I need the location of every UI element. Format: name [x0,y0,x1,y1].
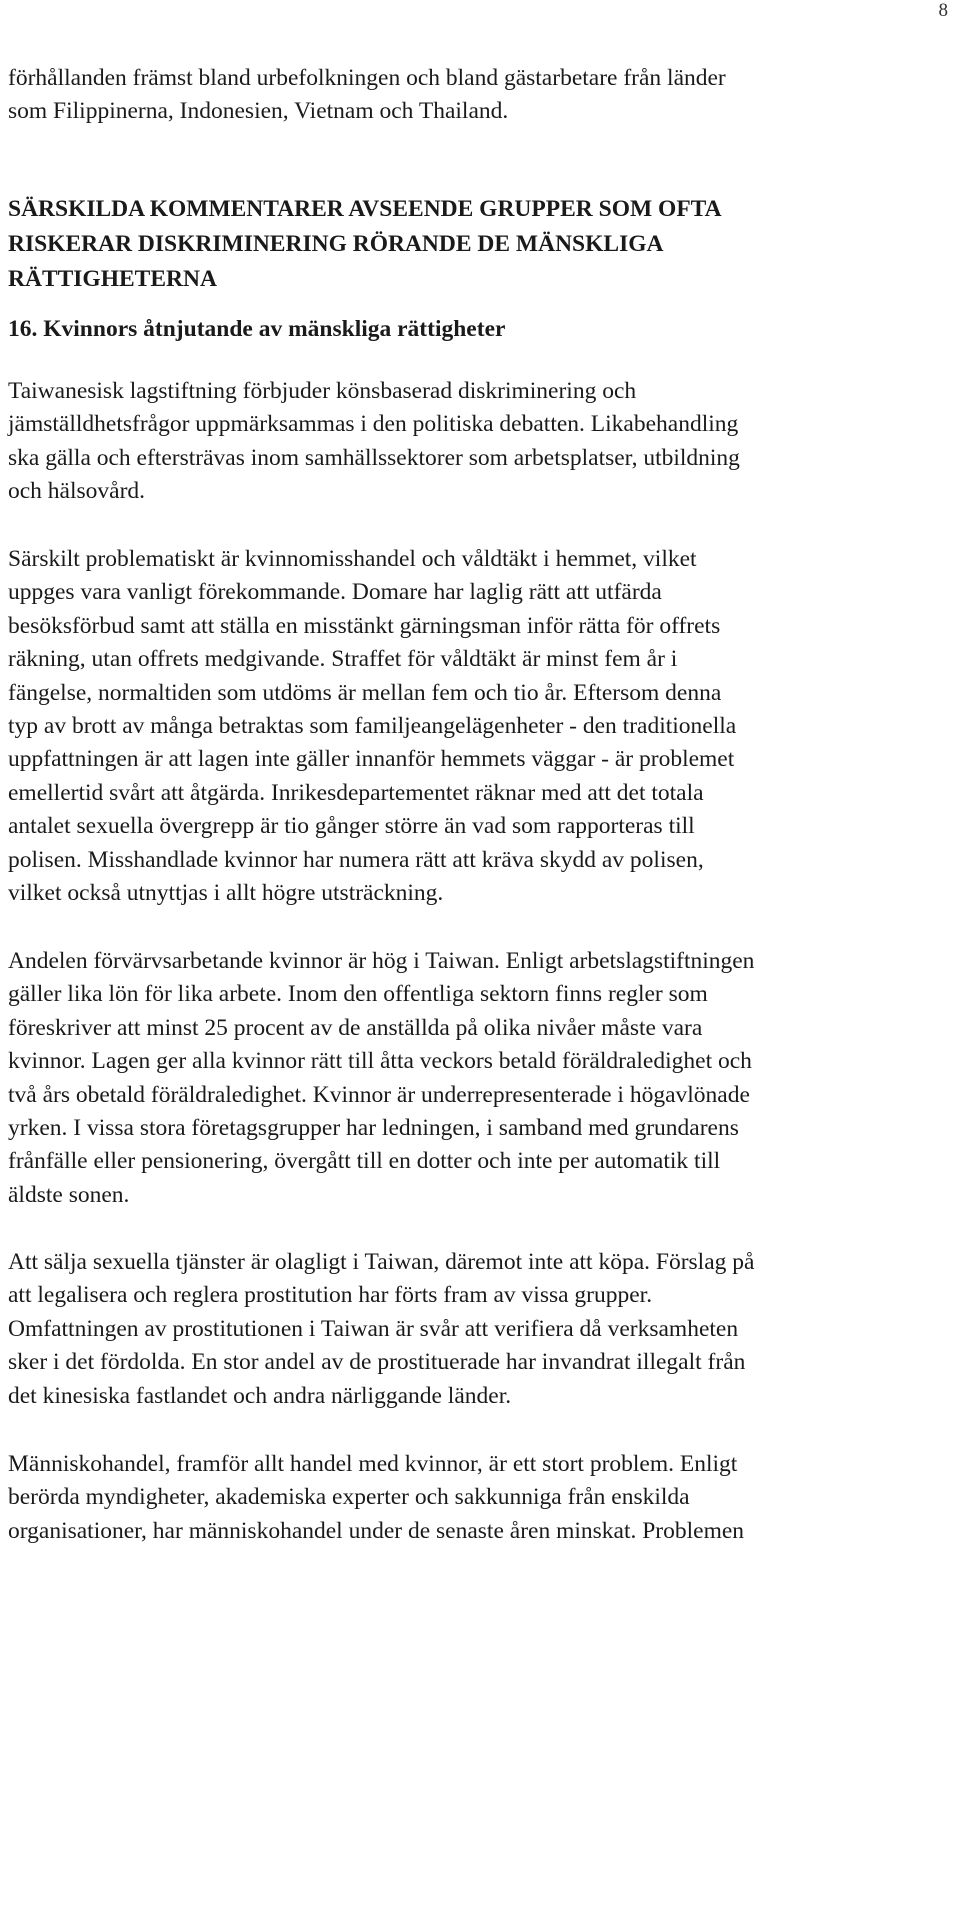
text-line: kvinnor. Lagen ger alla kvinnor rätt till åtta veckors betald föräldraledighet och [8,1048,752,1075]
text-line: antalet sexuella övergrepp är tio gånger större än vad som rapporteras till [8,813,695,840]
text-line: förhållanden främst bland urbefolkningen och bland gästarbetare från länder [8,65,726,91]
text-line: vilket också utnyttjas i allt högre utsträckning. [8,879,444,906]
text-line: det kinesiska fastlandet och andra närliggande länder. [8,1382,512,1409]
heading-line: RISKERAR DISKRIMINERING RÖRANDE DE MÄNSKLIGA [8,231,664,257]
text-line: Taiwanesisk lagstiftning förbjuder könsbaserad diskriminering och [8,378,637,404]
text-line: och hälsovård. [8,478,146,505]
heading-line: RÄTTIGHETERNA [8,266,217,292]
text-line: föreskriver att minst 25 procent av de anställda på olika nivåer måste vara [8,1014,703,1041]
paragraph [8,543,736,910]
page-number: 8 [938,0,948,21]
text-line: att legalisera och reglera prostitution har förts fram av vissa grupper. [8,1282,653,1309]
text-line: Särskilt problematiskt är kvinnomisshandel och våldtäkt i hemmet, vilket [8,546,697,572]
section-heading [8,192,722,297]
text-line: Människohandel, framför allt handel med kvinnor, är ett stort problem. Enligt [8,1451,738,1477]
text-line: organisationer, har människohandel under de senaste åren minskat. Problemen [8,1517,745,1544]
text-line: polisen. Misshandlade kvinnor har numera rätt att kräva skydd av polisen, [8,846,704,873]
text-line: uppges vara vanligt förekommande. Domare har laglig rätt att utfärda [8,579,662,606]
text-line: Att sälja sexuella tjänster är olagligt i Taiwan, däremot inte att köpa. Förslag på [8,1249,755,1275]
paragraph [8,1246,754,1413]
text-line: sker i det fördolda. En stor andel av de prostituerade har invandrat illegalt från [8,1349,746,1376]
text-line: yrken. I vissa stora företagsgrupper har ledningen, i samband med grundarens [8,1114,739,1141]
text-line: fängelse, normaltiden som utdöms är mellan fem och tio år. Eftersom denna [8,679,722,706]
text-line: berörda myndigheter, akademiska experter och sakkunniga från enskilda [8,1484,690,1511]
text-line: besöksförbud samt att ställa en misstänkt gärningsman inför rätta för offrets [8,612,721,639]
subsection-heading: 16. Kvinnors åtnjutande av mänskliga rättigheter [8,316,506,342]
text-line: räkning, utan offrets medgivande. Straffet för våldtäkt är minst fem år i [8,646,678,673]
text-line: två års obetald föräldraledighet. Kvinnor är underrepresenterade i högavlönade [8,1081,750,1108]
paragraph [8,375,740,509]
text-line: typ av brott av många betraktas som familjeangelägenheter - den traditionella [8,712,737,739]
text-line: uppfattningen är att lagen inte gäller innanför hemmets väggar - är problemet [8,746,735,773]
text-line: ska gälla och eftersträvas inom samhällssektorer som arbetsplatser, utbildning [8,444,740,471]
intro-paragraph [8,62,726,129]
paragraph [8,945,754,1212]
text-line: jämställdhetsfrågor uppmärksammas i den politiska debatten. Likabehandling [8,411,739,438]
text-line: Andelen förvärvsarbetande kvinnor är hög i Taiwan. Enligt arbetslagstiftningen [8,948,755,974]
text-line: gäller lika lön för lika arbete. Inom den offentliga sektorn finns regler som [8,981,708,1008]
text-line: Omfattningen av prostitutionen i Taiwan är svår att verifiera då verksamheten [8,1315,739,1342]
text-line: frånfälle eller pensionering, övergått till en dotter och inte per automatik till [8,1148,721,1175]
text-line: som Filippinerna, Indonesien, Vietnam och Thailand. [8,98,509,125]
text-line: emellertid svårt att åtgärda. Inrikesdepartementet räknar med att det totala [8,779,704,806]
text-line: äldste sonen. [8,1181,130,1208]
heading-line: SÄRSKILDA KOMMENTARER AVSEENDE GRUPPER SOM OFTA [8,196,722,222]
paragraph [8,1448,744,1548]
